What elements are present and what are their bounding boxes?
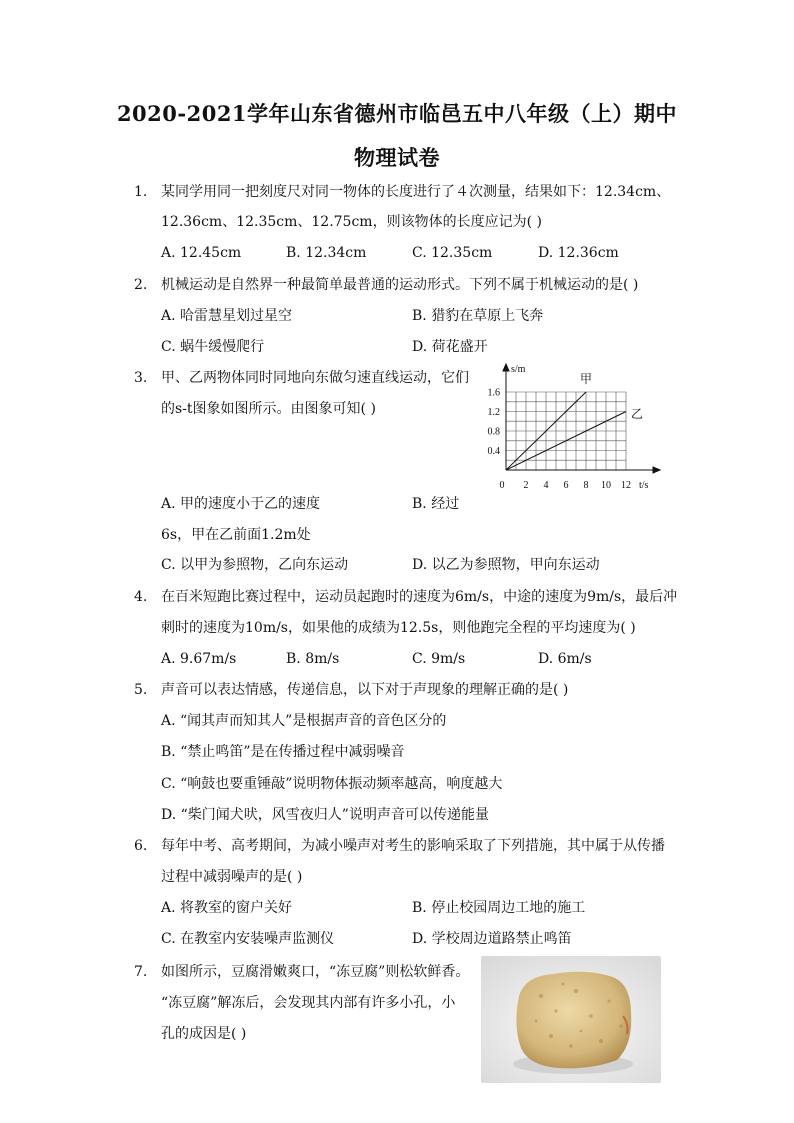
x-tick: 8 <box>583 480 589 491</box>
option-a: A. “闻其声而知其人”是根据声音的音色区分的 <box>161 713 447 729</box>
question-text: 声音可以表达情感，传递信息，以下对于声现象的理解正确的是( ) <box>161 682 569 698</box>
option-d: D. 6m/s <box>538 651 592 667</box>
option-a: A. 哈雷慧星划过星空 <box>161 308 293 324</box>
x-tick: 6 <box>563 480 569 491</box>
question-text: 孔的成因是( ) <box>161 1026 247 1042</box>
option-a: A. 甲的速度小于乙的速度 <box>161 496 321 512</box>
question-text: 机械运动是自然界一种最简单最普通的运动形式。下列不属于机械运动的是( ) <box>161 277 639 293</box>
y-tick: 1.2 <box>487 407 500 418</box>
option-b: B. 8m/s <box>286 651 340 667</box>
question-text: 在百米短跑比赛过程中，运动员起跑时的速度为6m/s，中途的速度为9m/s，最后冲 <box>161 589 678 605</box>
option-a: A. 12.45cm <box>161 245 242 261</box>
question-text: 如图所示，豆腐滑嫩爽口，“冻豆腐”则松软鲜香。 <box>161 964 470 980</box>
question-text: 某同学用同一把刻度尺对同一物体的长度进行了４次测量，结果如下：12.34cm、 <box>161 184 671 200</box>
question-number: 7. <box>134 964 148 980</box>
option-c: C. “响鼓也要重锤敲”说明物体振动频率越高，响度越大 <box>161 776 503 792</box>
question-number: 5. <box>134 682 148 698</box>
x-tick: 4 <box>543 480 549 491</box>
question-number: 2. <box>134 277 148 293</box>
option-b: B. 12.34cm <box>286 245 367 261</box>
question-text: 甲、乙两物体同时同地向东做匀速直线运动，它们 <box>161 370 469 386</box>
option-d: D. 以乙为参照物，甲向东运动 <box>412 557 600 573</box>
line-yi-label: 乙 <box>631 407 644 421</box>
option-c: C. 以甲为参照物，乙向东运动 <box>161 557 349 573</box>
option-d: D. 学校周边道路禁止鸣笛 <box>412 931 572 947</box>
question-text: 的s-t图象如图所示。由图象可知( ) <box>161 401 376 417</box>
option-c: C. 蜗牛缓慢爬行 <box>161 339 265 355</box>
question-text: 刺时的速度为10m/s，如果他的成绩为12.5s，则他跑完全程的平均速度为( ) <box>161 620 636 636</box>
option-d: D. 12.36cm <box>538 245 619 261</box>
option-c: C. 12.35cm <box>412 245 493 261</box>
y-tick: 0.4 <box>487 446 500 457</box>
option-c: C. 在教室内安装噪声监测仪 <box>161 931 335 947</box>
question-text: 每年中考、高考期间，为减小噪声对考生的影响采取了下列措施，其中属于从传播 <box>161 838 665 854</box>
x-axis-label: t/s <box>639 480 649 491</box>
title-line-2: 物理试卷 <box>354 145 440 170</box>
line-jia-label: 甲 <box>580 372 593 386</box>
grid <box>506 392 626 470</box>
option-b-continuation: 6s，甲在乙前面1.2m处 <box>161 527 311 543</box>
option-d: D. “柴门闻犬吠，风雪夜归人”说明声音可以传递能量 <box>161 807 489 823</box>
option-b: B. 经过 <box>412 496 460 512</box>
option-b: B. 停止校园周边工地的施工 <box>412 900 586 916</box>
s-t-graph <box>480 360 665 495</box>
question-number: 3. <box>134 370 148 386</box>
question-text: 过程中减弱噪声的是( ) <box>161 869 303 885</box>
x-tick: 10 <box>601 480 611 491</box>
x-tick: 2 <box>523 480 529 491</box>
option-a: A. 9.67m/s <box>161 651 237 667</box>
question-number: 4. <box>134 589 148 605</box>
option-a: A. 将教室的窗户关好 <box>161 900 293 916</box>
question-text: “冻豆腐”解冻后，会发现其内部有许多小孔，小 <box>161 995 456 1011</box>
y-axis-label: s/m <box>511 364 526 375</box>
title-line-1: 2020-2021学年山东省德州市临邑五中八年级（上）期中 <box>116 101 678 126</box>
y-tick: 0.8 <box>487 426 500 438</box>
x-tick: 12 <box>621 480 631 491</box>
question-text: 12.36cm、12.35cm、12.75cm，则该物体的长度应记为( ) <box>161 214 542 230</box>
option-c: C. 9m/s <box>412 651 466 667</box>
x-tick: 0 <box>499 480 505 491</box>
question-number: 1. <box>134 184 148 200</box>
question-number: 6. <box>134 838 148 854</box>
frozen-tofu-photo <box>481 956 661 1083</box>
option-d: D. 荷花盛开 <box>412 339 488 355</box>
y-tick: 1.6 <box>487 387 500 399</box>
option-b: B. 猎豹在草原上飞奔 <box>412 308 544 324</box>
option-b: B. “禁止鸣笛”是在传播过程中减弱噪音 <box>161 744 405 760</box>
